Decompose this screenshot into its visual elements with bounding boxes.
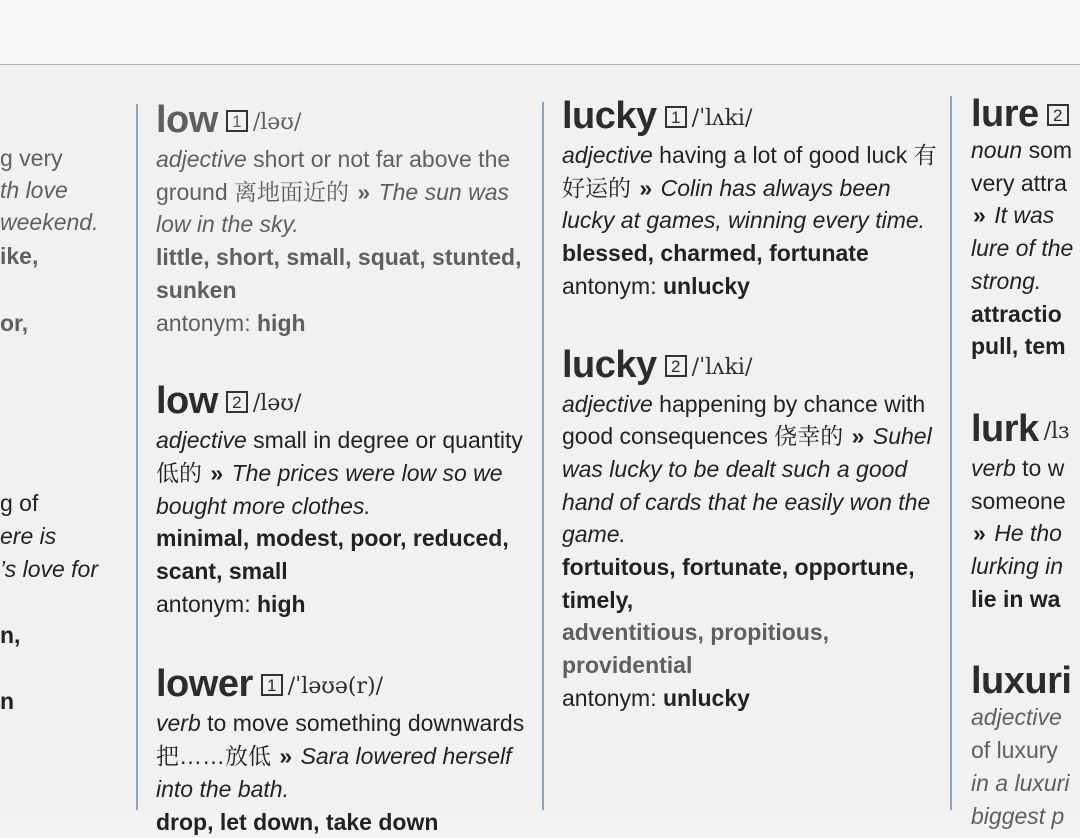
example-arrow-icon: »	[357, 178, 371, 205]
part-of-speech: verb	[971, 454, 1016, 481]
sense-number: 1	[226, 110, 248, 132]
definition: to move something downwards	[207, 710, 525, 737]
antonym: unlucky	[663, 684, 750, 711]
fragment: n	[0, 688, 15, 714]
fragment: ’s love for	[0, 556, 99, 582]
entry-luxurious	[971, 661, 1080, 832]
example: in a luxuri	[971, 769, 1070, 796]
example: Colin has always been lucky at games, winning every time.	[562, 174, 926, 234]
fragment: g of	[0, 490, 39, 516]
part-of-speech: adjective	[562, 390, 653, 417]
entry-lurk	[971, 409, 1080, 616]
headword: lower 1 /ˈləʊə(r)/	[156, 663, 384, 706]
part-of-speech: noun	[971, 137, 1023, 163]
example: It was	[994, 202, 1055, 229]
fragment: n,	[0, 622, 21, 648]
example-arrow-icon: »	[973, 202, 986, 229]
example: lurking in	[971, 553, 1064, 580]
definition: short or not far above the ground	[156, 146, 511, 205]
definition: having a lot of good luck	[659, 142, 908, 168]
fragment: ike,	[0, 243, 39, 269]
pronunciation: /lɜ	[1043, 418, 1070, 444]
page-top-margin	[0, 0, 1080, 64]
example: Suhel was lucky to be dealt such a good hand of cards that he easily won the game.	[562, 423, 932, 548]
example-arrow-icon: »	[973, 520, 986, 547]
entry-low-1	[156, 100, 534, 339]
entry-lower-1	[156, 664, 534, 838]
definition: of luxury	[971, 737, 1058, 764]
example: biggest p	[971, 802, 1065, 829]
fragment: ere is	[0, 523, 57, 549]
example: strong.	[971, 267, 1042, 294]
fragment: g very	[0, 145, 63, 171]
definition: to w	[1022, 454, 1065, 481]
antonym: unlucky	[663, 272, 750, 299]
pronunciation: /ləʊ/	[252, 110, 302, 135]
antonym-label: antonym:	[156, 590, 251, 617]
synonyms: drop, let down, take down	[156, 808, 439, 835]
synonyms: lie in wa	[971, 585, 1061, 612]
synonyms: fortuitous, fortunate, opportune, timely,	[562, 554, 915, 613]
headword: lucky 1 /ˈlʌki/	[562, 95, 753, 137]
rare-synonyms: adventitious, propitious, providential	[562, 619, 830, 679]
column-3	[971, 93, 1080, 829]
definition: very attra	[971, 169, 1067, 196]
column-divider-2	[542, 102, 544, 810]
headword: lurk /lɜ	[971, 407, 1070, 450]
part-of-speech: adjective	[562, 142, 653, 168]
sense-number: 2	[226, 391, 248, 413]
definition: someone	[971, 487, 1066, 514]
translation: 有好运的	[562, 142, 937, 201]
antonym-label: antonym:	[562, 684, 657, 711]
entry-lure-2	[971, 94, 1080, 363]
part-of-speech: adjective	[156, 146, 247, 172]
antonym: high	[257, 309, 306, 336]
synonyms: minimal, modest, poor, reduced, scant, small	[156, 525, 509, 585]
definition: happening by chance with good consequences	[562, 390, 926, 450]
headword: lure 2	[971, 94, 1080, 134]
entry-lucky-2	[562, 345, 940, 715]
entry-low-2	[156, 381, 534, 620]
example: The prices were low so we bought more clothes.	[156, 459, 503, 519]
example-arrow-icon: »	[639, 174, 653, 201]
example: The sun was low in the sky.	[156, 178, 509, 238]
antonym-label: antonym:	[562, 272, 657, 299]
column-divider-3	[950, 96, 952, 810]
example: He tho	[994, 520, 1062, 547]
antonym-label: antonym:	[156, 309, 251, 336]
synonyms: little, short, small, squat, stunted, sunken	[156, 244, 522, 303]
example: lure of the	[971, 235, 1074, 262]
headword: low 1 /ləʊ/	[156, 99, 302, 141]
entry-lucky-1	[562, 96, 940, 303]
part-of-speech: adjective	[971, 704, 1062, 731]
synonyms: blessed, charmed, fortunate	[562, 240, 869, 267]
fragment: weekend.	[0, 209, 99, 235]
column-1	[156, 99, 534, 835]
sense-number: 2	[1047, 104, 1069, 126]
antonym: high	[257, 590, 306, 617]
translation: 低的	[156, 459, 202, 486]
headword: lucky 2 /ˈlʌki/	[562, 343, 753, 386]
column-2	[562, 96, 940, 810]
fragment: th love	[0, 177, 68, 203]
pronunciation: /ləʊ/	[252, 391, 302, 417]
pronunciation: /ˈlʌki/	[691, 354, 753, 380]
definition: small in degree or quantity	[253, 427, 523, 454]
sense-number: 1	[665, 106, 687, 128]
sense-number: 1	[261, 674, 283, 696]
example-arrow-icon: »	[279, 743, 293, 770]
part-of-speech: adjective	[156, 427, 247, 454]
definition: som	[1028, 137, 1073, 163]
example-arrow-icon: »	[210, 459, 224, 486]
column-divider-1	[136, 104, 138, 810]
headword: low 2 /ləʊ/	[156, 380, 302, 423]
example-arrow-icon: »	[851, 423, 865, 450]
synonyms: pull, tem	[971, 333, 1066, 360]
example: Sara lowered herself into the bath.	[156, 743, 512, 802]
translation: 侥幸的	[774, 423, 844, 450]
part-of-speech: verb	[156, 710, 201, 737]
fragment: or,	[0, 310, 29, 336]
pronunciation: /ˈlʌki/	[691, 106, 753, 131]
sense-number: 2	[665, 355, 687, 377]
pronunciation: /ˈləʊə(r)/	[287, 674, 384, 700]
translation: 离地面近的	[234, 178, 350, 205]
synonyms: attractio	[971, 300, 1062, 327]
translation: 把……放低	[156, 743, 271, 770]
headword: luxuri	[971, 660, 1072, 703]
